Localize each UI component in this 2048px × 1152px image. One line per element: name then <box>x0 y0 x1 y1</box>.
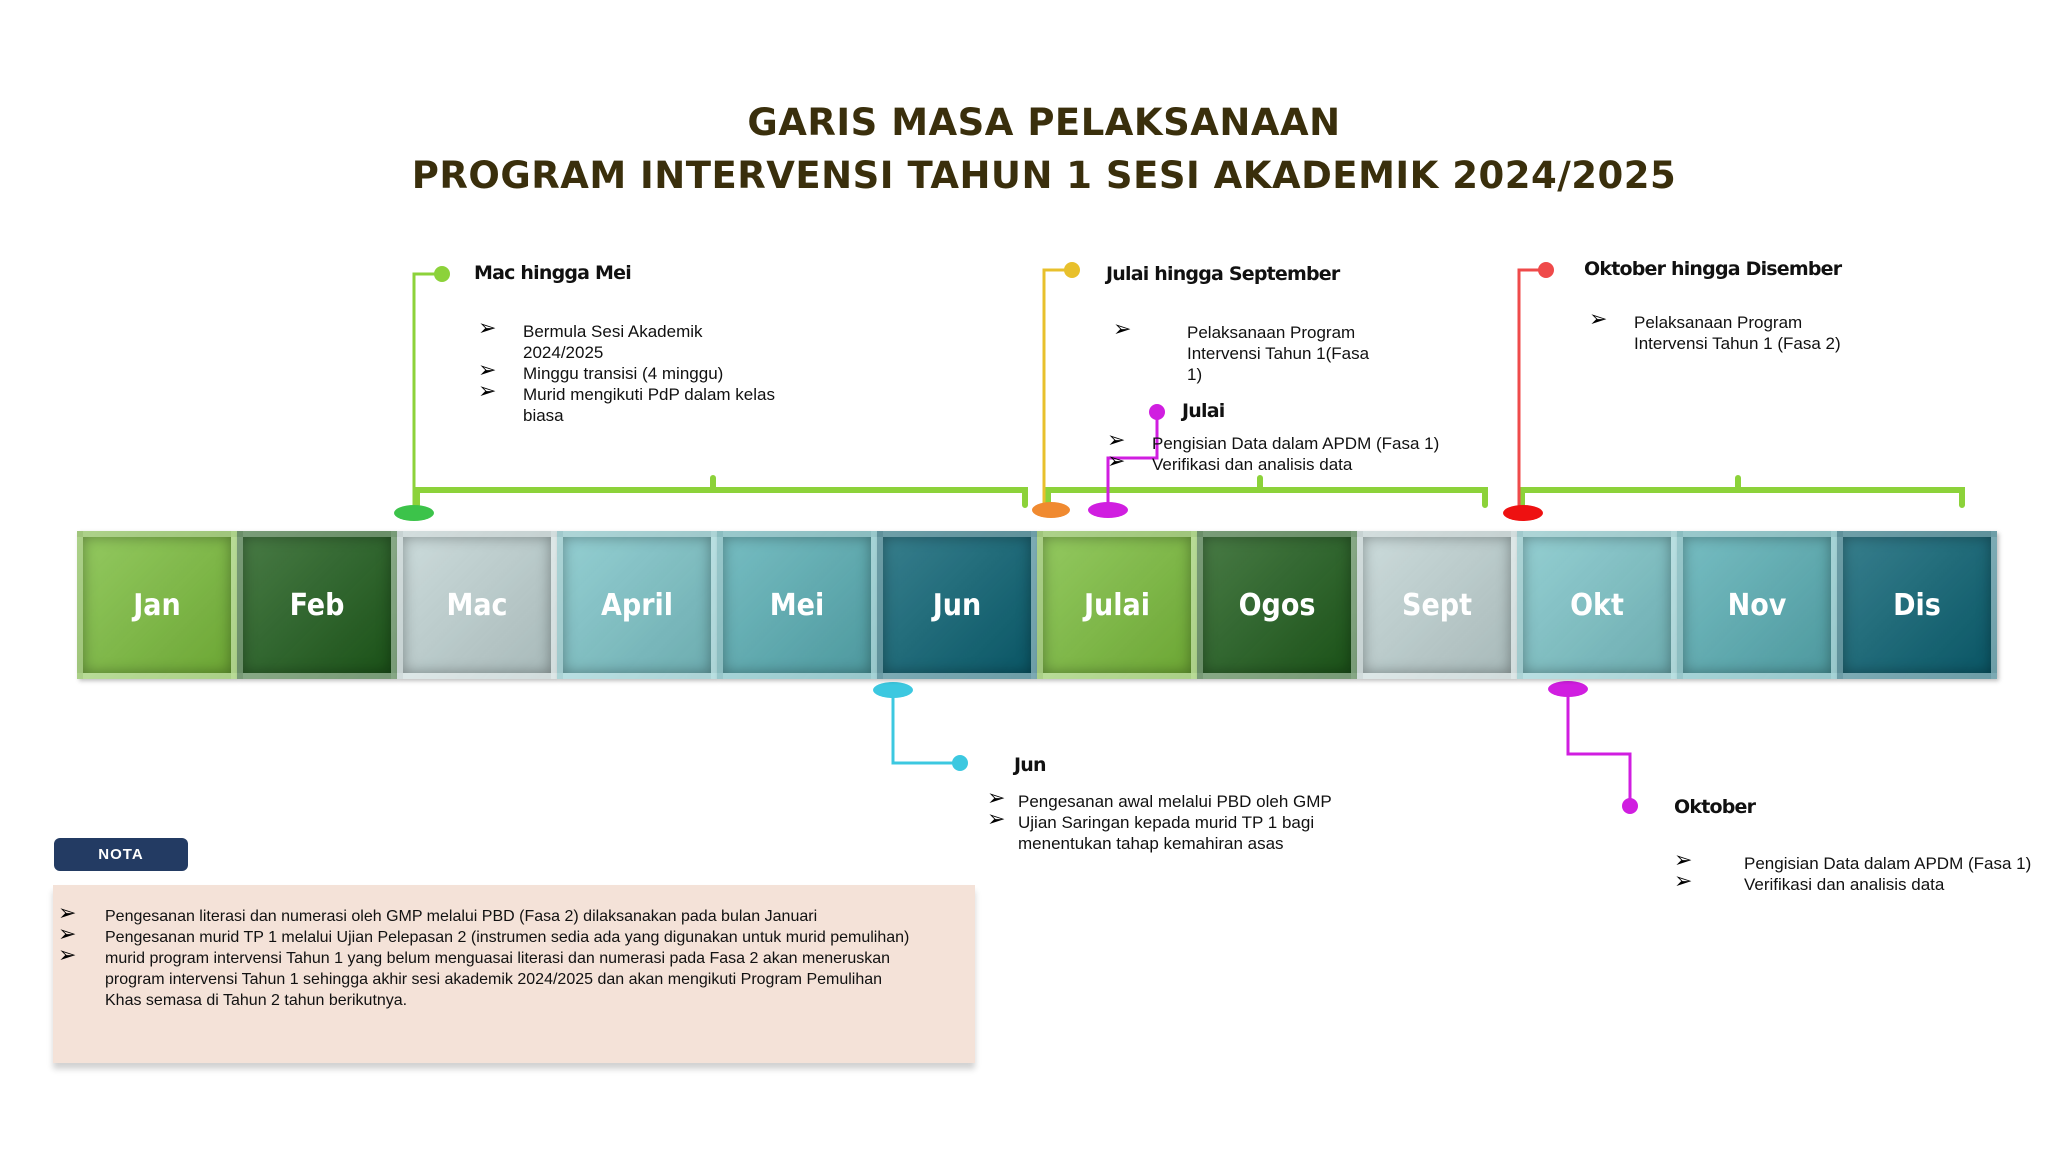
list-item-text: Verifikasi dan analisis data <box>1744 875 1945 894</box>
list-item <box>1107 448 1487 475</box>
note-label: NOTA <box>54 838 188 871</box>
month-label: Julai <box>1084 587 1150 623</box>
arrow-bullet-icon: ➢ <box>478 357 497 382</box>
note-item <box>58 942 918 1011</box>
month-label: Mei <box>769 587 825 623</box>
note-item-text: Pengesanan murid TP 1 melalui Ujian Pelepasan 2 (instrumen sedia ada yang digunakan untuk murid pemulihan) <box>105 929 910 946</box>
event-list-jun <box>987 785 1347 854</box>
month-nov <box>1677 531 1837 679</box>
marker-oktober-top <box>1548 681 1588 697</box>
page-title <box>0 96 2048 202</box>
month-label: Okt <box>1570 587 1624 623</box>
list-item-text: Murid mengikuti PdP dalam kelas biasa <box>523 385 775 425</box>
list-item <box>1589 306 1849 354</box>
brace-okt-dis <box>1522 478 1962 505</box>
arrow-bullet-icon: ➢ <box>58 900 77 925</box>
list-item <box>478 378 778 426</box>
month-label: Dis <box>1893 587 1941 623</box>
list-item <box>478 315 778 363</box>
arrow-bullet-icon: ➢ <box>1674 868 1693 893</box>
connector-oktober <box>1568 690 1630 806</box>
list-item <box>987 806 1347 854</box>
month-jan <box>77 531 237 679</box>
list-item <box>478 357 778 384</box>
month-label: Ogos <box>1238 587 1316 623</box>
connector-jun <box>893 690 958 763</box>
event-list-julai-sept <box>1113 316 1383 385</box>
event-list-oktober <box>1674 847 2044 895</box>
arrow-bullet-icon: ➢ <box>58 921 77 946</box>
note-item-text: murid program intervensi Tahun 1 yang belum menguasai literasi dan numerasi pada Fasa 2 akan meneruskan program intervensi Tahun 1 sehingga akhir sesi akademik 2024/2025 dan akan mengikuti Program Pemulihan Khas semasa di Tahun 2 tahun berikutnya. <box>105 950 891 1009</box>
list-item <box>1674 868 2044 895</box>
note-item-text: Pengesanan literasi dan numerasi oleh GMP melalui PBD (Fasa 2) dilaksanakan pada bulan Januari <box>105 908 818 925</box>
month-label: Jan <box>133 587 181 623</box>
note-item <box>58 900 918 927</box>
arrow-bullet-icon: ➢ <box>478 315 497 340</box>
event-list-mac-mei <box>478 315 778 426</box>
list-item-text: Bermula Sesi Akademik 2024/2025 <box>523 322 703 362</box>
month-label: Sept <box>1402 587 1472 623</box>
event-list-okt-dis <box>1589 306 1849 354</box>
month-label: Jun <box>932 587 982 623</box>
arrow-bullet-icon: ➢ <box>1674 847 1693 872</box>
marker-julai-sept-top <box>1064 262 1080 278</box>
marker-mac-mei-bottom <box>394 505 434 521</box>
arrow-bullet-icon: ➢ <box>478 378 497 403</box>
marker-mac-mei-top <box>434 266 450 282</box>
marker-julai-top <box>1149 404 1165 420</box>
month-mei <box>717 531 877 679</box>
month-julai <box>1037 531 1197 679</box>
connector-okt-dis <box>1519 270 1543 512</box>
month-sept <box>1357 531 1517 679</box>
arrow-bullet-icon: ➢ <box>987 806 1006 831</box>
arrow-bullet-icon: ➢ <box>58 942 77 967</box>
marker-jun-end <box>952 755 968 771</box>
list-item <box>1113 316 1383 385</box>
month-april <box>557 531 717 679</box>
arrow-bullet-icon: ➢ <box>1589 306 1608 331</box>
month-okt <box>1517 531 1677 679</box>
brace-julai-sept <box>1048 478 1485 505</box>
marker-okt-dis-top <box>1538 262 1554 278</box>
event-list-julai <box>1107 427 1487 475</box>
title-line-2: PROGRAM INTERVENSI TAHUN 1 SESI AKADEMIK 2024/2025 <box>411 154 1677 197</box>
note-item <box>58 921 918 948</box>
marker-julai-sept-bottom <box>1032 502 1070 518</box>
list-item-text: Pengesanan awal melalui PBD oleh GMP <box>1018 792 1332 811</box>
list-item-text: Pengisian Data dalam APDM (Fasa 1) <box>1744 854 2032 873</box>
month-ogos <box>1197 531 1357 679</box>
arrow-bullet-icon: ➢ <box>1107 448 1126 473</box>
arrow-bullet-icon: ➢ <box>1107 427 1126 452</box>
brace-mac-mei <box>417 478 1025 505</box>
month-label: Feb <box>289 587 345 623</box>
marker-julai-bottom <box>1088 502 1128 518</box>
marker-oktober-end <box>1622 798 1638 814</box>
list-item <box>987 785 1347 812</box>
marker-jun-top <box>873 682 913 698</box>
list-item-text: Ujian Saringan kepada murid TP 1 bagi menentukan tahap kemahiran asas <box>1018 813 1315 853</box>
month-feb <box>237 531 397 679</box>
month-mac <box>397 531 557 679</box>
month-jun <box>877 531 1037 679</box>
list-item-text: Pengisian Data dalam APDM (Fasa 1) <box>1152 434 1440 453</box>
list-item <box>1674 847 2044 874</box>
event-title-mac-mei: Mac hingga Mei <box>474 262 631 284</box>
arrow-bullet-icon: ➢ <box>987 785 1006 810</box>
list-item <box>1107 427 1487 454</box>
list-item-text: Pelaksanaan Program Intervensi Tahun 1(Fasa 1) <box>1187 323 1370 384</box>
event-title-oktober: Oktober <box>1674 796 1756 818</box>
month-label: Nov <box>1727 587 1787 623</box>
title-line-1: GARIS MASA PELAKSANAAN <box>747 101 1341 144</box>
month-label: April <box>600 587 673 623</box>
list-item-text: Minggu transisi (4 minggu) <box>523 364 724 383</box>
note-list <box>58 900 918 1011</box>
event-title-julai-sept: Julai hingga September <box>1106 263 1340 285</box>
connector-mac-mei <box>414 274 441 513</box>
list-item-text: Pelaksanaan Program Intervensi Tahun 1 (Fasa 2) <box>1634 313 1841 353</box>
connector-julai-sept <box>1044 270 1070 512</box>
event-title-okt-dis: Oktober hingga Disember <box>1584 258 1842 280</box>
marker-okt-dis-bottom <box>1503 505 1543 521</box>
month-dis <box>1837 531 1997 679</box>
arrow-bullet-icon: ➢ <box>1113 316 1132 341</box>
event-title-julai: Julai <box>1182 400 1225 422</box>
event-title-jun: Jun <box>1014 754 1046 776</box>
month-label: Mac <box>446 587 508 623</box>
list-item-text: Verifikasi dan analisis data <box>1152 455 1353 474</box>
